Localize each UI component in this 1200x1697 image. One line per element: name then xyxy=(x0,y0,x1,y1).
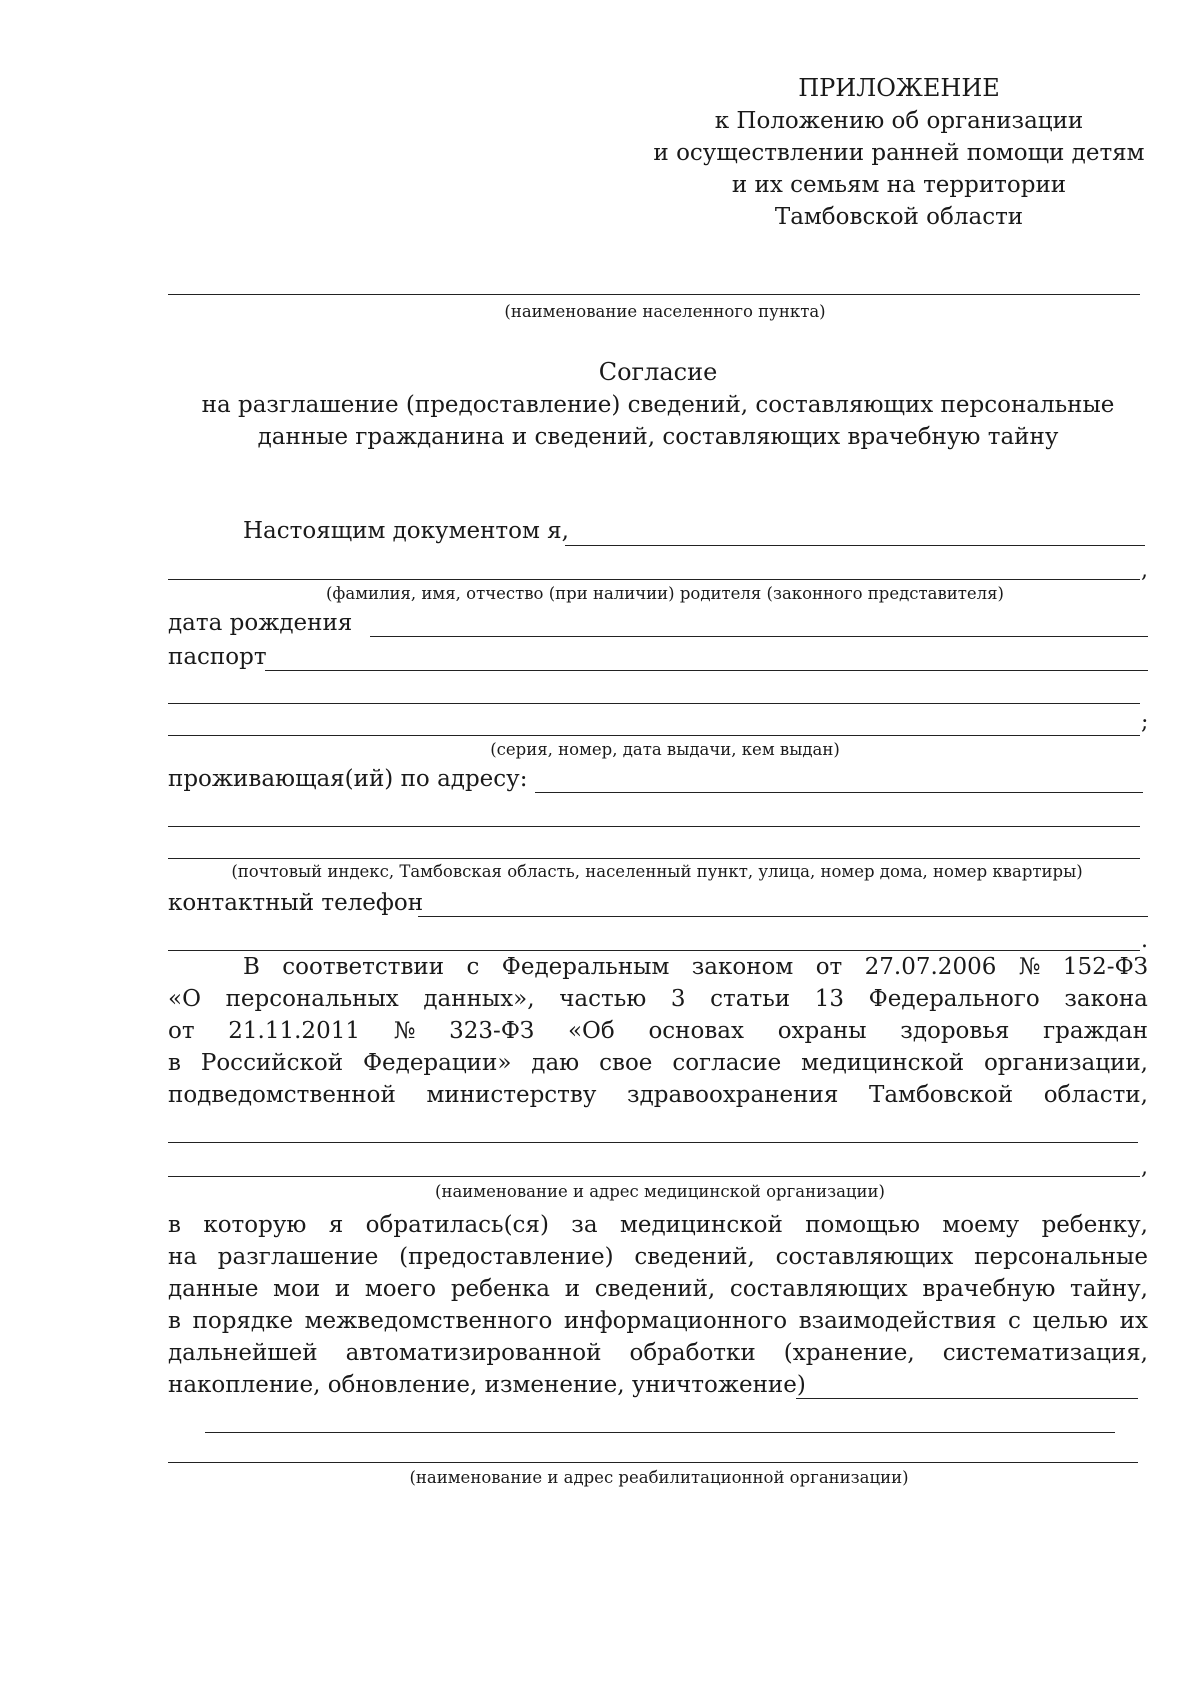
passport-line-1 xyxy=(265,670,1148,671)
passport-semicolon: ; xyxy=(1141,710,1149,735)
word: подведомственной xyxy=(168,1082,396,1108)
word: охраны xyxy=(777,1018,867,1044)
rehab-line-2 xyxy=(205,1432,1115,1433)
word: моему xyxy=(942,1212,1020,1238)
passport-label: паспорт xyxy=(168,644,267,670)
word: основах xyxy=(648,1018,744,1044)
rehab-line-1 xyxy=(796,1398,1138,1399)
appendix-title: ПРИЛОЖЕНИЕ xyxy=(798,74,1000,102)
consent2-line-5 xyxy=(168,1342,1148,1365)
org-comma: , xyxy=(1141,1155,1148,1180)
word: за xyxy=(571,1212,598,1238)
word: обработки xyxy=(629,1340,756,1366)
word: взаимодействия xyxy=(798,1308,997,1334)
phone-period: . xyxy=(1141,928,1148,953)
word: даю xyxy=(531,1050,580,1076)
word: сведений, xyxy=(594,1276,716,1302)
passport-line-2 xyxy=(168,703,1140,704)
appendix-subtitle-line-1: к Положению об организации xyxy=(714,108,1084,134)
word: от xyxy=(168,1018,195,1044)
word: дальнейшей xyxy=(168,1340,318,1366)
consent-line-3 xyxy=(168,1020,1148,1043)
word: законом xyxy=(691,954,794,980)
word: с xyxy=(1008,1308,1021,1334)
word: здоровья xyxy=(900,1018,1010,1044)
word: ребенка xyxy=(450,1276,551,1302)
word: соответствии xyxy=(282,954,445,980)
word: ребенку, xyxy=(1041,1212,1148,1238)
word: медицинской xyxy=(619,1212,783,1238)
consent-line-5 xyxy=(168,1084,1148,1107)
consent-line-4 xyxy=(168,1052,1148,1075)
word: Российской xyxy=(200,1050,344,1076)
word: здравоохранения xyxy=(627,1082,839,1108)
intro-text: Настоящим документом я, xyxy=(243,518,569,544)
word: Федерального xyxy=(868,986,1040,1012)
address-line-1 xyxy=(535,792,1143,793)
word: статьи xyxy=(710,986,791,1012)
word: свое xyxy=(599,1050,653,1076)
word: медицинской xyxy=(801,1050,965,1076)
name-caption: (фамилия, имя, отчество (при наличии) родителя (законного представителя) xyxy=(326,584,1004,603)
word: от xyxy=(815,954,843,980)
word: «О xyxy=(168,986,201,1012)
consent-line-1 xyxy=(243,956,1148,979)
address-caption: (почтовый индекс, Тамбовская область, населенный пункт, улица, номер дома, номер квартиры) xyxy=(231,862,1083,881)
passport-caption: (серия, номер, дата выдачи, кем выдан) xyxy=(490,740,840,759)
word: персональные xyxy=(974,1244,1148,1270)
rehab-caption: (наименование и адрес реабилитационной организации) xyxy=(409,1468,909,1487)
word: информационного xyxy=(563,1308,788,1334)
word: (хранение, xyxy=(783,1340,915,1366)
phone-label: контактный телефон xyxy=(168,890,424,916)
word: согласие xyxy=(672,1050,782,1076)
name-line-2 xyxy=(168,579,1140,580)
word: 21.11.2011 xyxy=(228,1018,360,1044)
word: врачебную xyxy=(922,1276,1056,1302)
word: граждан xyxy=(1043,1018,1148,1044)
word: тайну, xyxy=(1070,1276,1148,1302)
org-line-2 xyxy=(168,1176,1140,1177)
word: частью xyxy=(559,986,647,1012)
birth-date-line xyxy=(370,636,1148,637)
word: в xyxy=(168,1212,181,1238)
word: на xyxy=(168,1244,198,1270)
word: 323-ФЗ xyxy=(449,1018,535,1044)
consent-title: Согласие xyxy=(598,358,718,386)
org-line-1 xyxy=(168,1142,1138,1143)
consent2-line-1 xyxy=(168,1214,1148,1237)
word: я xyxy=(328,1212,344,1238)
consent-title-line-1: на разглашение (предоставление) сведений, составляющих персональные xyxy=(201,392,1115,418)
appendix-subtitle-line-2: и осуществлении ранней помощи детям xyxy=(653,140,1145,166)
word: межведомственного xyxy=(304,1308,553,1334)
word: 13 xyxy=(814,986,844,1012)
word: составляющих xyxy=(775,1244,954,1270)
word: сведений, xyxy=(634,1244,755,1270)
word: Федеральным xyxy=(501,954,670,980)
consent-title-line-2: данные гражданина и сведений, составляющих врачебную тайну xyxy=(257,424,1059,450)
consent2-line-3 xyxy=(168,1278,1148,1301)
word: 152-ФЗ xyxy=(1062,954,1148,980)
appendix-subtitle-line-3: и их семьям на территории xyxy=(731,172,1067,198)
word: данные xyxy=(168,1276,259,1302)
locality-line xyxy=(168,294,1140,295)
word: персональных xyxy=(225,986,399,1012)
address-line-3 xyxy=(168,858,1140,859)
word: целью xyxy=(1032,1308,1109,1334)
word: в xyxy=(168,1050,181,1076)
consent-line-2 xyxy=(168,988,1148,1011)
word: области, xyxy=(1043,1082,1148,1108)
word: порядке xyxy=(192,1308,294,1334)
name-comma: , xyxy=(1141,558,1148,583)
org-caption: (наименование и адрес медицинской организации) xyxy=(435,1182,885,1201)
address-label: проживающая(ий) по адресу: xyxy=(168,766,528,792)
word: мои xyxy=(273,1276,321,1302)
word: 3 xyxy=(670,986,686,1012)
passport-line-3 xyxy=(168,735,1140,736)
word: Федерации» xyxy=(362,1050,512,1076)
word: организации, xyxy=(983,1050,1148,1076)
word: обратилась(ся) xyxy=(365,1212,549,1238)
word: (предоставление) xyxy=(399,1244,614,1270)
word: Тамбовской xyxy=(869,1082,1014,1108)
word: помощью xyxy=(805,1212,921,1238)
word: разглашение xyxy=(217,1244,379,1270)
address-line-2 xyxy=(168,826,1140,827)
word: и xyxy=(334,1276,351,1302)
word: автоматизированной xyxy=(345,1340,602,1366)
word: составляющих xyxy=(729,1276,908,1302)
word: их xyxy=(1119,1308,1148,1334)
word: № xyxy=(1018,954,1041,980)
word: № xyxy=(393,1018,416,1044)
name-line-1 xyxy=(565,545,1145,546)
phone-line-2 xyxy=(168,950,1140,951)
locality-caption: (наименование населенного пункта) xyxy=(504,302,826,321)
consent2-line-4 xyxy=(168,1310,1148,1333)
word: 27.07.2006 xyxy=(864,954,997,980)
word: которую xyxy=(203,1212,307,1238)
word: моего xyxy=(364,1276,437,1302)
word: «Об xyxy=(567,1018,615,1044)
word: с xyxy=(466,954,480,980)
rehab-line-3 xyxy=(168,1462,1138,1463)
consent2-last-line: накопление, обновление, изменение, уничтожение) xyxy=(168,1372,806,1398)
appendix-subtitle-line-4: Тамбовской области xyxy=(774,204,1024,230)
word: министерству xyxy=(426,1082,597,1108)
word: данных», xyxy=(423,986,535,1012)
word: и xyxy=(564,1276,581,1302)
word: закона xyxy=(1064,986,1148,1012)
consent2-line-2 xyxy=(168,1246,1148,1269)
word: в xyxy=(168,1308,181,1334)
phone-line-1 xyxy=(418,916,1148,917)
word: систематизация, xyxy=(942,1340,1148,1366)
word: В xyxy=(243,954,260,980)
birth-date-label: дата рождения xyxy=(168,610,353,636)
